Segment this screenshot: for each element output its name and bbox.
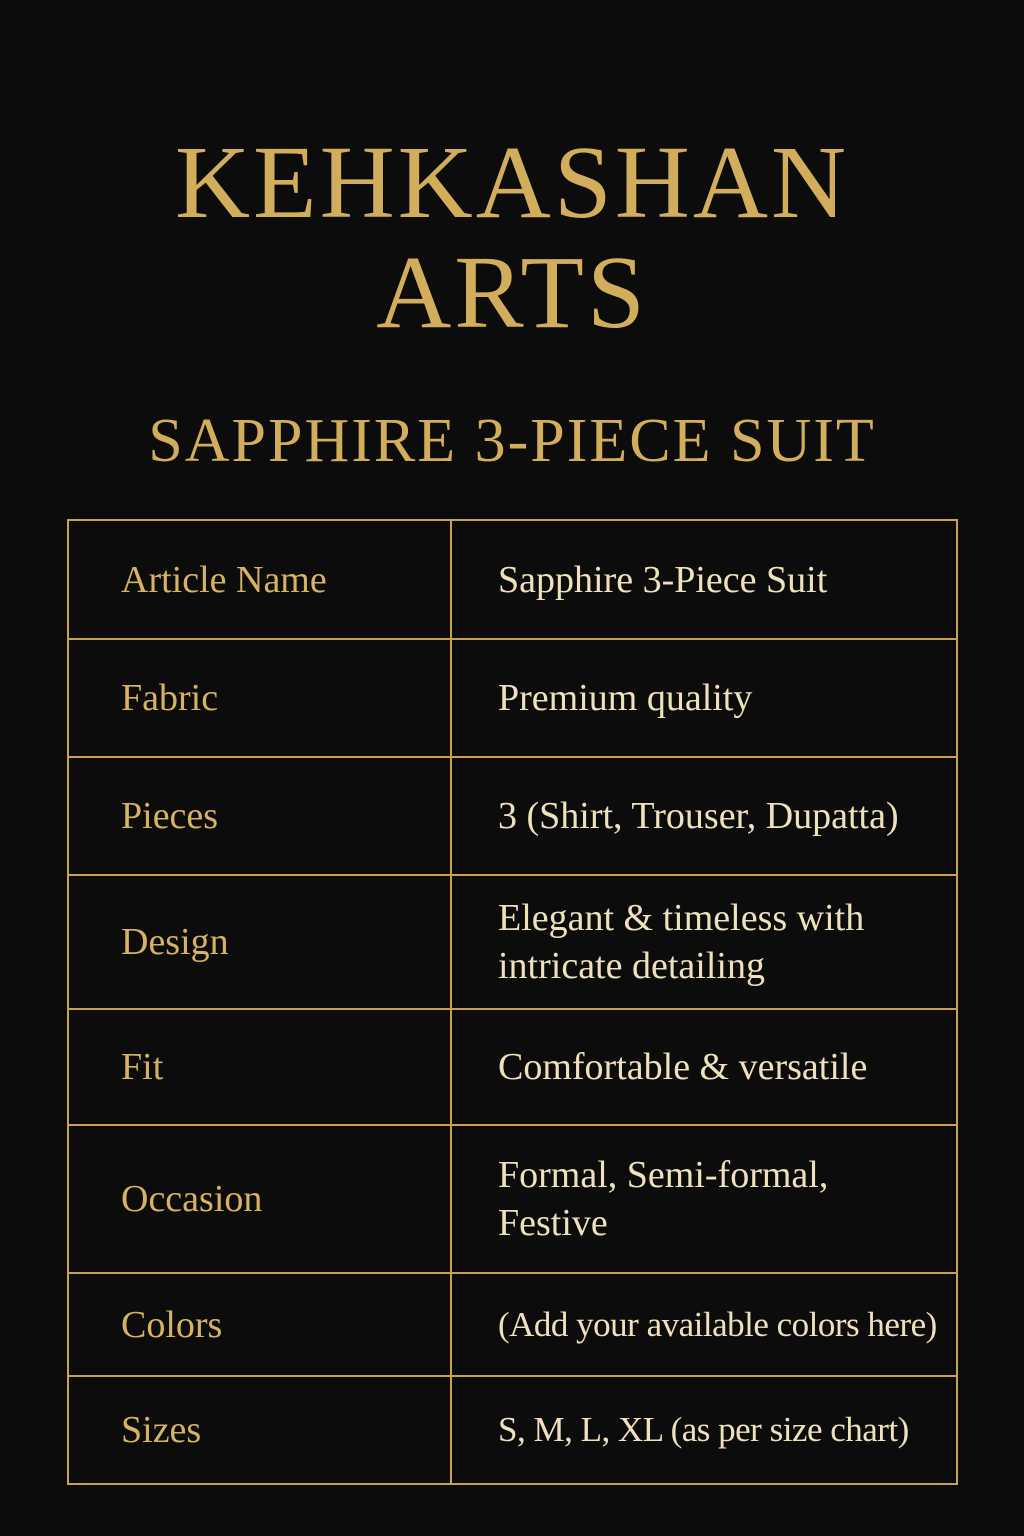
spec-row-occasion (68, 1125, 957, 1273)
spec-row-design (68, 875, 957, 1009)
spec-row-fit (68, 1009, 957, 1125)
spec-value: Comfortable & versatile (451, 1009, 957, 1125)
brand-title (0, 125, 1024, 350)
spec-label: Design (68, 875, 451, 1009)
spec-value: (Add your available colors here) (451, 1273, 957, 1376)
spec-label: Article Name (68, 520, 451, 639)
spec-label: Pieces (68, 757, 451, 875)
spec-table (67, 519, 958, 1485)
spec-value: Premium quality (451, 639, 957, 757)
spec-row-sizes (68, 1376, 957, 1484)
spec-label: Fit (68, 1009, 451, 1125)
spec-value: S, M, L, XL (as per size chart) (451, 1376, 957, 1484)
product-subtitle: SAPPHIRE 3-PIECE SUIT (148, 407, 876, 475)
spec-value: Formal, Semi-formal, Festive (451, 1125, 957, 1273)
spec-row-article-name (68, 520, 957, 639)
spec-row-fabric (68, 639, 957, 757)
spec-value: Sapphire 3-Piece Suit (451, 520, 957, 639)
spec-label: Fabric (68, 639, 451, 757)
spec-row-colors (68, 1273, 957, 1376)
spec-row-pieces (68, 757, 957, 875)
brand-line-2: ARTS (376, 235, 648, 350)
spec-label: Colors (68, 1273, 451, 1376)
brand-line-1: KEHKASHAN (174, 125, 850, 240)
spec-label: Occasion (68, 1125, 451, 1273)
spec-value: Elegant & timeless with intricate detailing (451, 875, 957, 1009)
spec-label: Sizes (68, 1376, 451, 1484)
spec-value: 3 (Shirt, Trouser, Dupatta) (451, 757, 957, 875)
